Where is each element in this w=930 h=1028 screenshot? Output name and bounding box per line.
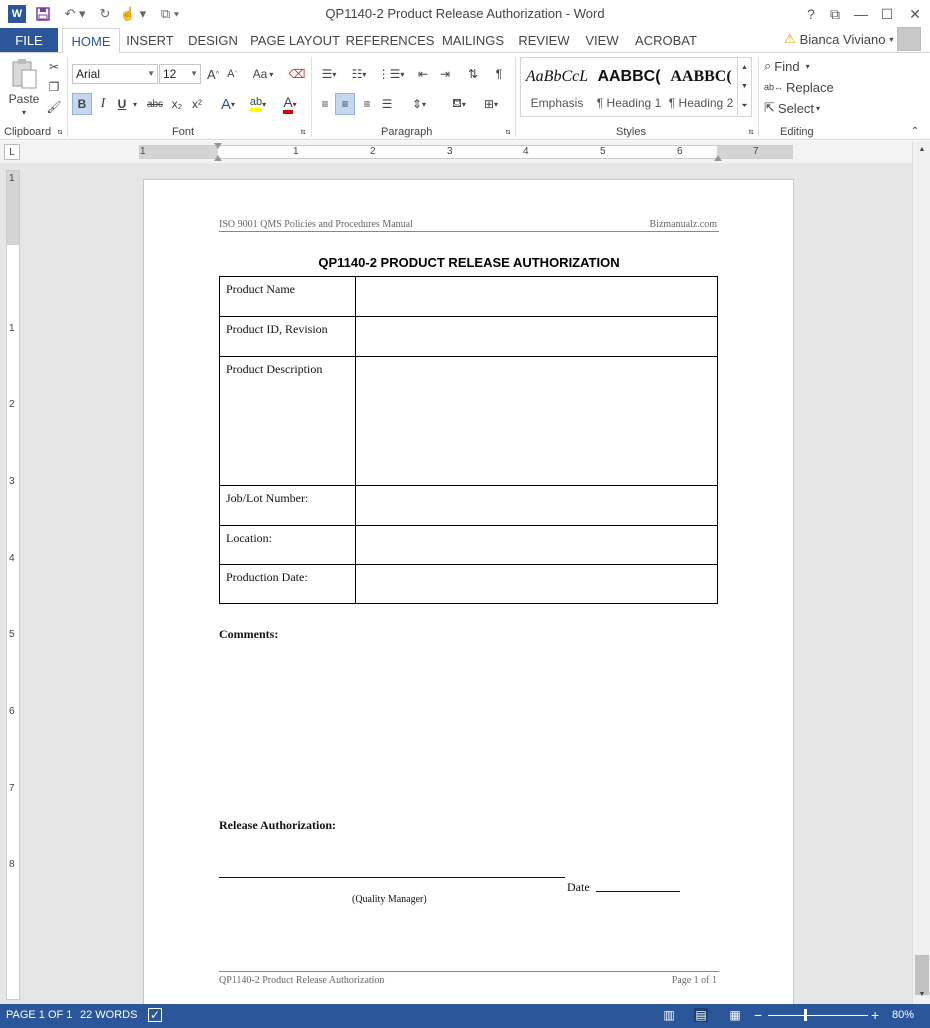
font-group-label: Font: [172, 126, 195, 138]
minimize-button[interactable]: —: [854, 6, 868, 22]
line-spacing-icon[interactable]: ⇕ ▾: [411, 97, 427, 111]
replace-button[interactable]: ab↔ Replace: [764, 79, 834, 95]
zoom-level[interactable]: 80%: [892, 1009, 915, 1021]
first-line-indent-marker[interactable]: [214, 143, 222, 149]
table-cell-label[interactable]: Location:: [220, 526, 356, 565]
paste-button[interactable]: Paste: [8, 92, 40, 106]
user-name: Bianca Viviano: [799, 31, 886, 47]
find-button[interactable]: ⌕ Find ▾: [764, 58, 810, 74]
table-row: [220, 526, 718, 565]
ruler-margin-left: [140, 146, 218, 158]
tab-selector-icon[interactable]: L: [4, 144, 20, 160]
style-name: ¶ Heading 1: [596, 96, 662, 110]
tab-file[interactable]: FILE: [0, 28, 58, 52]
replace-icon: ab↔: [764, 82, 784, 92]
shading-icon[interactable]: ⛾ ▾: [452, 96, 466, 110]
scroll-down-icon[interactable]: ▼: [918, 990, 926, 998]
numbering-icon[interactable]: ☷ ▾: [351, 67, 367, 81]
touch-mode-icon[interactable]: ☝ ▾: [119, 6, 147, 21]
close-button[interactable]: ✕: [909, 5, 921, 22]
footer-divider: [219, 971, 719, 972]
word-count[interactable]: 22 WORDS: [80, 1009, 138, 1021]
ribbon-home: [0, 52, 930, 140]
ruler-number: 8: [9, 859, 15, 870]
warning-icon: ⚠: [784, 31, 796, 46]
table-cell-label[interactable]: Production Date:: [220, 565, 356, 604]
styles-launcher-icon[interactable]: ⧅: [748, 127, 754, 136]
ruler-number: 2: [370, 146, 376, 157]
text-effects-button[interactable]: A ▾: [220, 95, 236, 113]
ruler-number: 4: [9, 553, 15, 564]
copy-icon[interactable]: ❐: [48, 80, 60, 94]
ribbon-display-options-button[interactable]: ⧉: [830, 5, 840, 22]
tab-acrobat[interactable]: ACROBAT: [635, 32, 697, 48]
date-label: Date: [567, 880, 590, 894]
style-name: Emphasis: [530, 96, 584, 110]
tab-view[interactable]: VIEW: [585, 32, 619, 48]
strikethrough-button[interactable]: abc: [146, 98, 164, 110]
table-row: [220, 565, 718, 604]
release-authorization-label: Release Authorization:: [219, 818, 336, 832]
right-indent-marker[interactable]: [714, 155, 722, 161]
product-release-table: [219, 276, 718, 604]
style-heading-2[interactable]: [665, 58, 737, 116]
editing-group-label: Editing: [780, 126, 814, 138]
sort-icon[interactable]: ⇅: [467, 67, 479, 81]
signature-line: [219, 877, 565, 878]
tab-review[interactable]: REVIEW: [518, 32, 570, 48]
tab-insert[interactable]: INSERT: [126, 32, 174, 48]
style-sample: AABBC(: [597, 68, 661, 85]
read-mode-icon[interactable]: ▥: [663, 1008, 675, 1022]
table-row: [220, 277, 718, 317]
font-launcher-icon[interactable]: ⧅: [300, 127, 306, 136]
highlight-color-button[interactable]: ab ▾: [244, 93, 272, 115]
signer-caption: (Quality Manager): [352, 894, 427, 905]
divider: [758, 57, 759, 137]
ruler-number: 1: [9, 323, 15, 334]
chevron-down-icon: ▼: [147, 69, 155, 78]
table-cell-label[interactable]: Product Description: [220, 357, 356, 486]
tab-home[interactable]: HOME: [62, 28, 120, 53]
clear-formatting-icon[interactable]: ⌫: [288, 67, 306, 81]
ruler-number: 5: [600, 146, 606, 157]
styles-gallery: [520, 57, 752, 117]
align-center-icon[interactable]: ≡: [335, 93, 355, 115]
style-name: ¶ Heading 2: [668, 96, 734, 110]
table-cell-value[interactable]: [356, 357, 718, 486]
zoom-in-button[interactable]: +: [871, 1007, 880, 1023]
page-count[interactable]: PAGE 1 OF 1: [6, 1009, 73, 1021]
table-row: [220, 486, 718, 526]
word-app-icon[interactable]: W: [8, 5, 26, 23]
decrease-indent-icon[interactable]: ⇤: [417, 67, 429, 81]
shrink-font-button[interactable]: A ˇ: [227, 68, 237, 80]
date-line: [596, 891, 680, 892]
clipboard-group-label: Clipboard: [4, 126, 52, 138]
font-size-value: 12: [163, 67, 177, 81]
redo-icon[interactable]: ↻: [99, 6, 111, 21]
vertical-ruler[interactable]: [6, 170, 20, 1000]
format-painter-qat-icon[interactable]: ⧉ ▾: [160, 6, 180, 21]
multilevel-list-icon[interactable]: ⋮☰ ▾: [377, 67, 405, 81]
footer-left: QP1140-2 Product Release Authorization: [219, 975, 385, 986]
paste-dropdown-icon[interactable]: ▾: [21, 107, 26, 117]
avatar[interactable]: [897, 27, 921, 51]
bullets-icon[interactable]: ☰ ▾: [321, 67, 337, 81]
divider: [311, 57, 312, 137]
styles-scroll-up-icon[interactable]: ▲: [737, 58, 751, 77]
proofing-icon[interactable]: ✓: [149, 1008, 161, 1022]
table-cell-value[interactable]: [356, 565, 718, 604]
ruler-number: 3: [9, 476, 15, 487]
format-painter-icon[interactable]: 🖌: [46, 100, 62, 114]
grow-font-button[interactable]: A ^: [207, 66, 219, 82]
zoom-slider-thumb[interactable]: [804, 1009, 807, 1021]
paragraph-launcher-icon[interactable]: ⧅: [505, 127, 511, 136]
tab-references[interactable]: REFERENCES: [345, 32, 435, 48]
scroll-up-icon[interactable]: ▲: [918, 145, 926, 153]
style-sample: AaBbCcL: [525, 68, 589, 85]
web-layout-icon[interactable]: ▦: [729, 1008, 741, 1022]
styles-group-label: Styles: [616, 126, 646, 138]
ruler-row: [0, 141, 930, 163]
style-sample: AABBC(: [670, 68, 732, 85]
ruler-number: 1: [140, 146, 146, 157]
table-row: [220, 357, 718, 486]
ruler-number: 6: [9, 706, 15, 717]
style-heading-1[interactable]: [593, 58, 665, 116]
bold-button[interactable]: B: [72, 93, 92, 115]
ruler-number: 1: [9, 173, 15, 184]
styles-more-icon[interactable]: ⏷: [737, 96, 751, 116]
show-formatting-icon[interactable]: ¶: [495, 67, 503, 81]
tab-design[interactable]: DESIGN: [188, 32, 238, 48]
horizontal-ruler[interactable]: [139, 145, 793, 159]
chevron-down-icon[interactable]: ▾: [132, 99, 137, 109]
table-cell-value[interactable]: [356, 317, 718, 357]
ruler-number: 2: [9, 399, 15, 410]
tab-mailings[interactable]: MAILINGS: [441, 32, 505, 48]
styles-scroll-down-icon[interactable]: ▼: [737, 77, 751, 96]
font-family-combo[interactable]: [72, 64, 158, 84]
cursor-icon: ⇱: [764, 100, 775, 115]
comments-label: Comments:: [219, 627, 279, 641]
document-area: [0, 163, 912, 1004]
ribbon-tabs: [0, 28, 930, 52]
zoom-out-button[interactable]: −: [754, 1007, 763, 1023]
header-divider: [219, 231, 719, 232]
ruler-number: 6: [677, 146, 683, 157]
divider: [67, 57, 68, 137]
subscript-button[interactable]: x₂: [171, 97, 183, 111]
ruler-number: 3: [447, 146, 453, 157]
chevron-down-icon: ▼: [190, 69, 198, 78]
clipboard-launcher-icon[interactable]: ⧅: [57, 127, 63, 136]
ruler-number: 4: [523, 146, 529, 157]
borders-icon[interactable]: ⊞ ▾: [483, 97, 499, 111]
justify-icon[interactable]: ☰: [381, 97, 393, 111]
underline-button[interactable]: U: [117, 97, 127, 111]
align-right-icon[interactable]: ≡: [363, 97, 371, 111]
tab-page-layout[interactable]: PAGE LAYOUT: [250, 32, 340, 48]
window-title: QP1140-2 Product Release Authorization - Word: [325, 6, 605, 21]
vertical-scrollbar[interactable]: [912, 141, 930, 1004]
font-color-button[interactable]: A ▾: [276, 93, 304, 115]
status-bar: [0, 1004, 930, 1028]
cut-icon[interactable]: ✂: [48, 60, 60, 74]
align-left-icon[interactable]: ≡: [321, 97, 329, 111]
user-account[interactable]: [784, 31, 893, 47]
collapse-ribbon-icon[interactable]: ⌃: [910, 125, 920, 137]
zoom-slider[interactable]: [768, 1015, 868, 1016]
superscript-button[interactable]: x²: [192, 97, 202, 111]
select-button[interactable]: ⇱ Select ▾: [764, 100, 821, 116]
font-size-combo[interactable]: [159, 64, 201, 84]
ruler-number: 1: [293, 146, 299, 157]
table-cell-label[interactable]: Product ID, Revision: [220, 317, 356, 357]
ruler-number: 7: [9, 783, 15, 794]
document-page[interactable]: [143, 179, 794, 1019]
paragraph-group-label: Paragraph: [381, 126, 433, 138]
change-case-button[interactable]: Aa ▾: [252, 67, 274, 81]
style-emphasis[interactable]: [521, 58, 593, 116]
paste-icon[interactable]: [6, 57, 42, 91]
help-button[interactable]: ?: [807, 6, 815, 22]
table-row: [220, 317, 718, 357]
ruler-number: 5: [9, 629, 15, 640]
divider: [515, 57, 516, 137]
undo-icon[interactable]: ↶ ▾: [64, 6, 86, 21]
font-family-value: Arial: [76, 67, 101, 81]
table-cell-value[interactable]: [356, 277, 718, 317]
binoculars-icon: ⌕: [764, 58, 772, 73]
ruler-number: 7: [753, 146, 759, 157]
table-cell-value[interactable]: [356, 486, 718, 526]
maximize-button[interactable]: ☐: [880, 5, 894, 22]
italic-button[interactable]: I: [100, 96, 106, 111]
print-layout-icon[interactable]: ▤: [695, 1008, 707, 1022]
increase-indent-icon[interactable]: ⇥: [439, 67, 451, 81]
footer-right: Page 1 of 1: [671, 975, 717, 986]
table-cell-label[interactable]: Job/Lot Number:: [220, 486, 356, 526]
header-right: Bizmanualz.com: [649, 219, 717, 230]
page-title: QP1140-2 PRODUCT RELEASE AUTHORIZATION: [318, 255, 620, 270]
title-bar: [0, 0, 930, 28]
hanging-indent-marker[interactable]: [214, 155, 222, 161]
header-left: ISO 9001 QMS Policies and Procedures Manual: [219, 219, 413, 230]
table-cell-value[interactable]: [356, 526, 718, 565]
chevron-down-icon: ▾: [889, 34, 894, 44]
table-cell-label[interactable]: Product Name: [220, 277, 356, 317]
